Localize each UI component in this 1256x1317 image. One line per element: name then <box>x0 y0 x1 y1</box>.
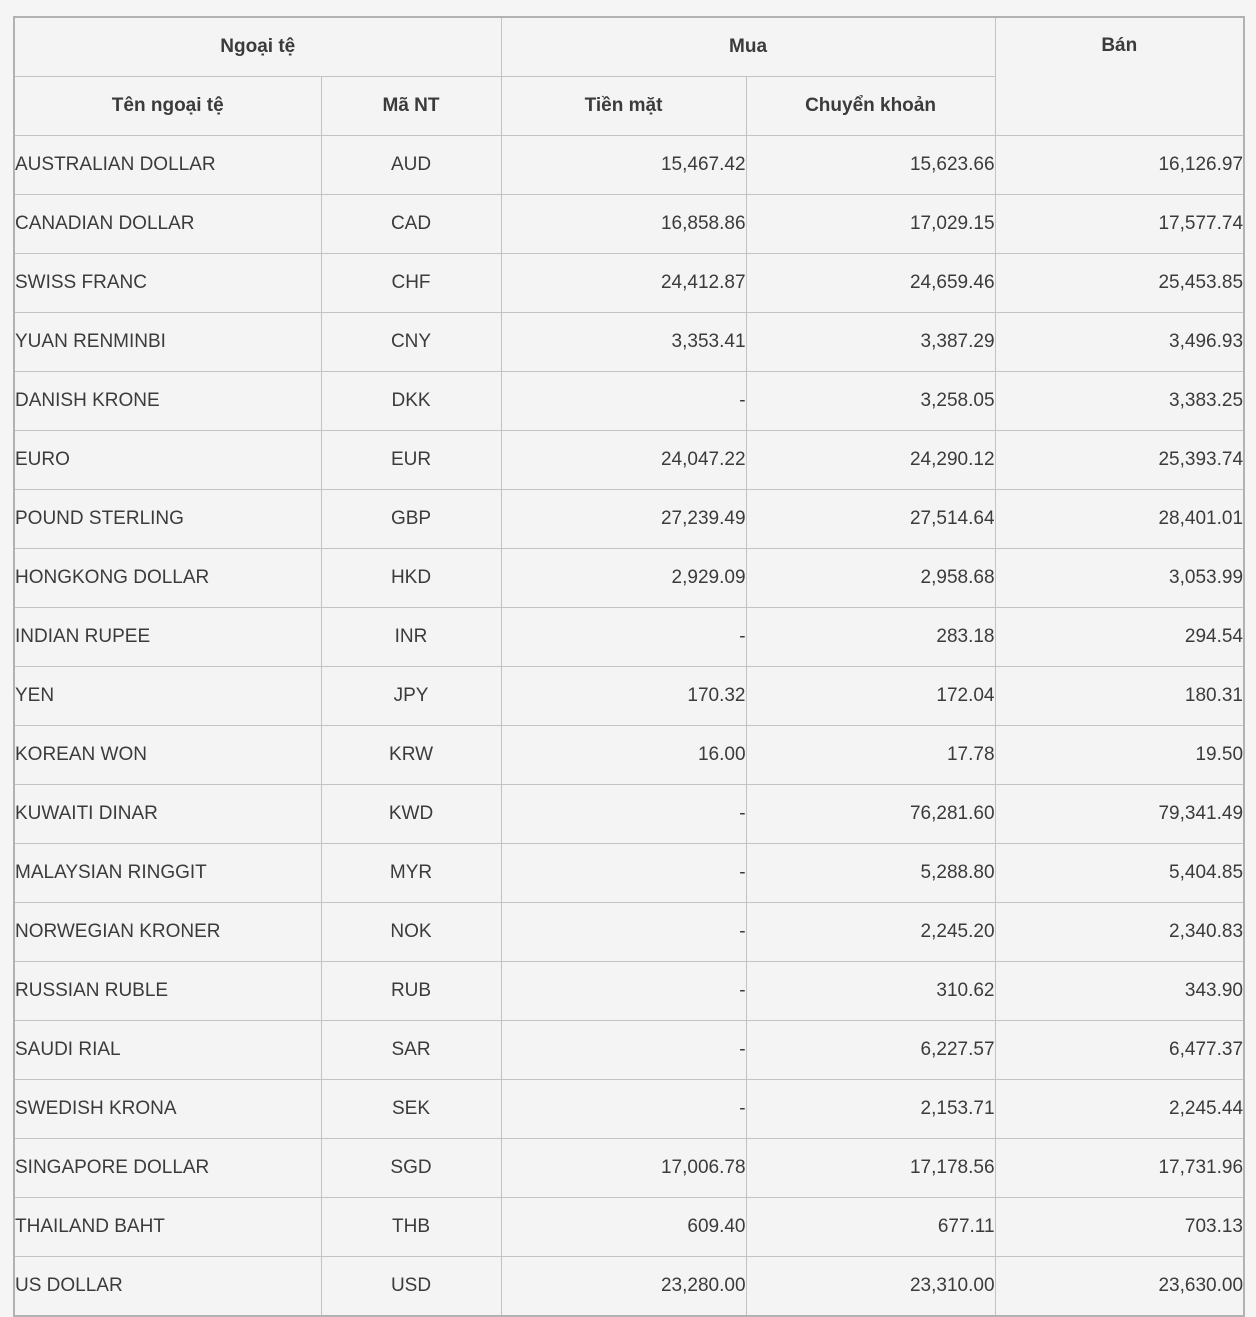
currency-code: KWD <box>321 785 501 844</box>
cash-buy-rate: - <box>501 608 746 667</box>
currency-code: KRW <box>321 726 501 785</box>
table-row <box>14 549 1244 608</box>
header-currency-group: Ngoại tệ <box>14 17 501 77</box>
table-header <box>14 17 1244 136</box>
sell-rate: 79,341.49 <box>995 785 1244 844</box>
transfer-buy-rate: 76,281.60 <box>746 785 995 844</box>
table-row <box>14 490 1244 549</box>
header-transfer: Chuyển khoản <box>746 77 995 136</box>
currency-code: CNY <box>321 313 501 372</box>
transfer-buy-rate: 677.11 <box>746 1198 995 1257</box>
currency-name: YEN <box>14 667 321 726</box>
table-row <box>14 785 1244 844</box>
table-row <box>14 1257 1244 1317</box>
header-buy-group: Mua <box>501 17 995 77</box>
transfer-buy-rate: 6,227.57 <box>746 1021 995 1080</box>
table-row <box>14 136 1244 195</box>
currency-name: CANADIAN DOLLAR <box>14 195 321 254</box>
currency-name: SINGAPORE DOLLAR <box>14 1139 321 1198</box>
currency-code: INR <box>321 608 501 667</box>
table-row <box>14 1021 1244 1080</box>
currency-code: SGD <box>321 1139 501 1198</box>
transfer-buy-rate: 23,310.00 <box>746 1257 995 1317</box>
currency-code: DKK <box>321 372 501 431</box>
transfer-buy-rate: 283.18 <box>746 608 995 667</box>
cash-buy-rate: 3,353.41 <box>501 313 746 372</box>
transfer-buy-rate: 3,258.05 <box>746 372 995 431</box>
transfer-buy-rate: 17.78 <box>746 726 995 785</box>
currency-name: DANISH KRONE <box>14 372 321 431</box>
transfer-buy-rate: 172.04 <box>746 667 995 726</box>
table-row <box>14 903 1244 962</box>
currency-code: CAD <box>321 195 501 254</box>
cash-buy-rate: - <box>501 785 746 844</box>
table-row <box>14 1080 1244 1139</box>
header-cash: Tiền mặt <box>501 77 746 136</box>
currency-code: RUB <box>321 962 501 1021</box>
table-row <box>14 254 1244 313</box>
currency-name: SWISS FRANC <box>14 254 321 313</box>
table-row <box>14 372 1244 431</box>
currency-code: JPY <box>321 667 501 726</box>
sell-rate: 28,401.01 <box>995 490 1244 549</box>
cash-buy-rate: 27,239.49 <box>501 490 746 549</box>
transfer-buy-rate: 27,514.64 <box>746 490 995 549</box>
sell-rate: 3,496.93 <box>995 313 1244 372</box>
currency-code: THB <box>321 1198 501 1257</box>
transfer-buy-rate: 2,958.68 <box>746 549 995 608</box>
currency-name: INDIAN RUPEE <box>14 608 321 667</box>
table-row <box>14 431 1244 490</box>
sell-rate: 180.31 <box>995 667 1244 726</box>
cash-buy-rate: 17,006.78 <box>501 1139 746 1198</box>
transfer-buy-rate: 310.62 <box>746 962 995 1021</box>
sell-rate: 3,383.25 <box>995 372 1244 431</box>
sell-rate: 19.50 <box>995 726 1244 785</box>
cash-buy-rate: - <box>501 1021 746 1080</box>
sell-rate: 703.13 <box>995 1198 1244 1257</box>
sell-rate: 2,340.83 <box>995 903 1244 962</box>
sell-rate: 17,731.96 <box>995 1139 1244 1198</box>
transfer-buy-rate: 24,290.12 <box>746 431 995 490</box>
transfer-buy-rate: 2,245.20 <box>746 903 995 962</box>
table-row <box>14 726 1244 785</box>
transfer-buy-rate: 17,178.56 <box>746 1139 995 1198</box>
currency-name: SWEDISH KRONA <box>14 1080 321 1139</box>
transfer-buy-rate: 2,153.71 <box>746 1080 995 1139</box>
currency-name: KUWAITI DINAR <box>14 785 321 844</box>
currency-code: SAR <box>321 1021 501 1080</box>
currency-name: MALAYSIAN RINGGIT <box>14 844 321 903</box>
exchange-rate-table <box>13 16 1245 1317</box>
currency-name: RUSSIAN RUBLE <box>14 962 321 1021</box>
cash-buy-rate: - <box>501 844 746 903</box>
transfer-buy-rate: 15,623.66 <box>746 136 995 195</box>
currency-name: SAUDI RIAL <box>14 1021 321 1080</box>
cash-buy-rate: - <box>501 903 746 962</box>
currency-code: CHF <box>321 254 501 313</box>
sell-rate: 25,453.85 <box>995 254 1244 313</box>
cash-buy-rate: 15,467.42 <box>501 136 746 195</box>
currency-name: KOREAN WON <box>14 726 321 785</box>
table-row <box>14 962 1244 1021</box>
sell-rate: 2,245.44 <box>995 1080 1244 1139</box>
cash-buy-rate: - <box>501 1080 746 1139</box>
currency-name: THAILAND BAHT <box>14 1198 321 1257</box>
currency-name: AUSTRALIAN DOLLAR <box>14 136 321 195</box>
currency-name: YUAN RENMINBI <box>14 313 321 372</box>
table-body <box>14 136 1244 1317</box>
currency-code: HKD <box>321 549 501 608</box>
currency-name: NORWEGIAN KRONER <box>14 903 321 962</box>
sell-rate: 16,126.97 <box>995 136 1244 195</box>
table-row <box>14 1139 1244 1198</box>
currency-name: HONGKONG DOLLAR <box>14 549 321 608</box>
currency-code: GBP <box>321 490 501 549</box>
transfer-buy-rate: 24,659.46 <box>746 254 995 313</box>
header-currency-name: Tên ngoại tệ <box>14 77 321 136</box>
sell-rate: 3,053.99 <box>995 549 1244 608</box>
cash-buy-rate: 2,929.09 <box>501 549 746 608</box>
cash-buy-rate: 24,047.22 <box>501 431 746 490</box>
currency-name: POUND STERLING <box>14 490 321 549</box>
currency-name: US DOLLAR <box>14 1257 321 1317</box>
currency-code: SEK <box>321 1080 501 1139</box>
cash-buy-rate: 170.32 <box>501 667 746 726</box>
currency-code: AUD <box>321 136 501 195</box>
sell-rate: 294.54 <box>995 608 1244 667</box>
cash-buy-rate: - <box>501 962 746 1021</box>
sell-rate: 17,577.74 <box>995 195 1244 254</box>
cash-buy-rate: 23,280.00 <box>501 1257 746 1317</box>
currency-code: USD <box>321 1257 501 1317</box>
sell-rate: 343.90 <box>995 962 1244 1021</box>
table-row <box>14 313 1244 372</box>
currency-code: MYR <box>321 844 501 903</box>
cash-buy-rate: 16,858.86 <box>501 195 746 254</box>
cash-buy-rate: 16.00 <box>501 726 746 785</box>
cash-buy-rate: 609.40 <box>501 1198 746 1257</box>
table-row <box>14 667 1244 726</box>
currency-name: EURO <box>14 431 321 490</box>
transfer-buy-rate: 3,387.29 <box>746 313 995 372</box>
cash-buy-rate: - <box>501 372 746 431</box>
sell-rate: 25,393.74 <box>995 431 1244 490</box>
currency-code: EUR <box>321 431 501 490</box>
transfer-buy-rate: 5,288.80 <box>746 844 995 903</box>
header-sell: Bán <box>995 17 1244 136</box>
table-row <box>14 844 1244 903</box>
currency-code: NOK <box>321 903 501 962</box>
table-row <box>14 608 1244 667</box>
cash-buy-rate: 24,412.87 <box>501 254 746 313</box>
transfer-buy-rate: 17,029.15 <box>746 195 995 254</box>
header-group-row <box>14 17 1244 77</box>
sell-rate: 5,404.85 <box>995 844 1244 903</box>
table-row <box>14 195 1244 254</box>
sell-rate: 6,477.37 <box>995 1021 1244 1080</box>
sell-rate: 23,630.00 <box>995 1257 1244 1317</box>
header-currency-code: Mã NT <box>321 77 501 136</box>
table-row <box>14 1198 1244 1257</box>
